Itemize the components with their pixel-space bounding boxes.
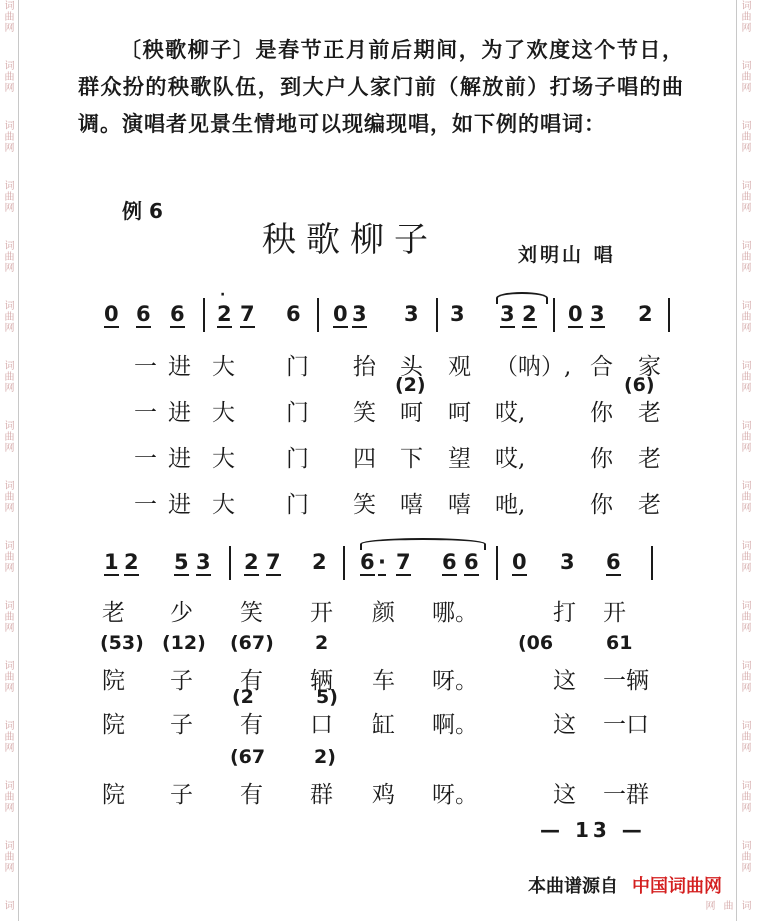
watermark-left bbox=[2, 0, 16, 921]
watermark-text: 词曲网 bbox=[739, 360, 750, 393]
lyric-syllable: 一 bbox=[134, 354, 157, 380]
lyric-syllable: 这 bbox=[553, 712, 576, 738]
watermark-text: 词曲网 bbox=[2, 540, 13, 573]
lyric-syllable: 老 bbox=[638, 492, 661, 518]
watermark-text: 词曲网 bbox=[2, 720, 13, 753]
note: 2 bbox=[638, 302, 653, 326]
variant-note: (67) bbox=[230, 632, 274, 654]
watermark-text: 词曲网 bbox=[739, 840, 750, 873]
watermark-text: 词曲网 bbox=[2, 180, 13, 213]
lyric-syllable: 院 bbox=[102, 782, 125, 808]
lyric-syllable: 呵 bbox=[448, 400, 471, 426]
note: 6 bbox=[464, 550, 479, 574]
barline bbox=[317, 298, 319, 332]
note: 2 bbox=[124, 550, 139, 574]
lyric-syllable: 哎, bbox=[495, 400, 526, 426]
variant-note: (06 bbox=[518, 632, 554, 654]
lyric-syllable: 观 bbox=[448, 354, 471, 380]
note: 3 bbox=[560, 550, 575, 574]
song-title: 秧歌柳子 bbox=[262, 220, 438, 260]
lyric-syllable: 吔, bbox=[495, 492, 526, 518]
watermark-text: 词曲网 bbox=[739, 300, 750, 333]
lyric-syllable: 有 bbox=[240, 668, 263, 694]
lyric-syllable: 这 bbox=[553, 782, 576, 808]
lyric-syllable: 哎, bbox=[495, 446, 526, 472]
lyric-syllable: 开 bbox=[310, 600, 333, 626]
right-border bbox=[736, 0, 737, 921]
barline bbox=[553, 298, 555, 332]
note: 7 bbox=[266, 550, 281, 574]
watermark-text: 词曲网 bbox=[739, 540, 750, 573]
watermark-text: 词曲网 bbox=[739, 120, 750, 153]
lyric-syllable: 你 bbox=[590, 492, 613, 518]
lyric-syllable: 一口 bbox=[603, 712, 649, 738]
lyric-syllable: 老 bbox=[102, 600, 125, 626]
intro-paragraph: 〔秧歌柳子〕是春节正月前后期间，为了欢度这个节日，群众扮的秧歌队伍，到大户人家门前（解放前）打场子唱的曲调。演唱者见景生情地可以现编现唱，如下例的唱词： bbox=[78, 38, 684, 136]
lyric-syllable: 一 bbox=[134, 492, 157, 518]
lyric-syllable: 笑 bbox=[240, 600, 263, 626]
note: 2 bbox=[217, 302, 232, 326]
lyric-syllable: 一 bbox=[134, 400, 157, 426]
watermark-text: 词曲网 bbox=[2, 240, 13, 273]
lyric-syllable: 门 bbox=[286, 492, 309, 518]
lyric-syllable: 一辆 bbox=[603, 668, 649, 694]
lyric-syllable: 院 bbox=[102, 712, 125, 738]
watermark-text: 词曲网 bbox=[739, 600, 750, 633]
lyric-syllable: 进 bbox=[168, 354, 191, 380]
variant-note: (67 bbox=[230, 746, 266, 768]
lyric-syllable: 呵 bbox=[400, 400, 423, 426]
lyric-syllable: 子 bbox=[170, 712, 193, 738]
watermark-text: 词曲网 bbox=[739, 0, 750, 33]
lyric-syllable: 鸡 bbox=[372, 782, 395, 808]
watermark-text: 词曲网 bbox=[2, 360, 13, 393]
watermark-text: 词曲网 bbox=[739, 720, 750, 753]
note: 3 bbox=[590, 302, 605, 326]
lyric-syllable: 你 bbox=[590, 400, 613, 426]
barline bbox=[343, 546, 345, 580]
watermark-text: 词曲网 bbox=[2, 840, 13, 873]
lyric-syllable: 辆 bbox=[310, 668, 333, 694]
lyric-syllable: 进 bbox=[168, 492, 191, 518]
watermark-text: 词曲网 bbox=[739, 240, 750, 273]
note: 6 bbox=[606, 550, 621, 574]
lyric-syllable: 大 bbox=[212, 446, 235, 472]
lyric-syllable: 这 bbox=[553, 668, 576, 694]
note: 0 bbox=[512, 550, 527, 574]
note: · bbox=[378, 550, 386, 574]
watermark-text: 词曲网 bbox=[739, 780, 750, 813]
note: 0 bbox=[104, 302, 119, 326]
lyric-syllable: 口 bbox=[310, 712, 333, 738]
lyric-syllable: 子 bbox=[170, 782, 193, 808]
variant-note: (53) bbox=[100, 632, 144, 654]
watermark-text: 词曲网 bbox=[2, 660, 13, 693]
watermark-text: 词曲网 bbox=[2, 780, 13, 813]
lyric-syllable: 有 bbox=[240, 712, 263, 738]
lyric-syllable: 少 bbox=[170, 600, 193, 626]
watermark-text: 词曲网 bbox=[739, 480, 750, 513]
lyric-syllable: 门 bbox=[286, 354, 309, 380]
note: 1 bbox=[104, 550, 119, 574]
note: 3 bbox=[404, 302, 419, 326]
lyric-syllable: 啊。 bbox=[432, 712, 478, 738]
variant-note: (12) bbox=[162, 632, 206, 654]
barline bbox=[203, 298, 205, 332]
note: 6 bbox=[286, 302, 301, 326]
lyric-syllable: 你 bbox=[590, 446, 613, 472]
note: 6 bbox=[442, 550, 457, 574]
lyric-syllable: 进 bbox=[168, 400, 191, 426]
left-border bbox=[18, 0, 19, 921]
lyric-syllable: 车 bbox=[372, 668, 395, 694]
lyric-syllable: 哪。 bbox=[432, 600, 478, 626]
lyric-syllable: 开 bbox=[603, 600, 626, 626]
note: 6 bbox=[360, 550, 375, 574]
note: 7 bbox=[240, 302, 255, 326]
watermark-text: 词曲网 bbox=[739, 60, 750, 93]
barline bbox=[229, 546, 231, 580]
variant-note: 5) bbox=[316, 686, 338, 708]
lyric-syllable: 大 bbox=[212, 354, 235, 380]
lyric-syllable: 门 bbox=[286, 400, 309, 426]
lyric-syllable: 家 bbox=[638, 354, 661, 380]
watermark-text: 词 bbox=[2, 900, 13, 911]
lyric-syllable: 老 bbox=[638, 446, 661, 472]
watermark-text: 词曲网 bbox=[2, 0, 13, 33]
note: 3 bbox=[500, 302, 515, 326]
lyric-syllable: 子 bbox=[170, 668, 193, 694]
watermark-right bbox=[703, 0, 753, 921]
note: 2 bbox=[522, 302, 537, 326]
watermark-text: 词曲网 bbox=[703, 900, 750, 911]
footer-site: 中国词曲网 bbox=[632, 876, 722, 897]
note: 6 bbox=[136, 302, 151, 326]
watermark-text: 词曲网 bbox=[739, 660, 750, 693]
lyric-syllable: 四 bbox=[353, 446, 376, 472]
variant-note: 61 bbox=[606, 632, 633, 654]
lyric-syllable: 呀。 bbox=[432, 782, 478, 808]
lyric-syllable: 呀。 bbox=[432, 668, 478, 694]
lyric-syllable: 院 bbox=[102, 668, 125, 694]
variant-note: (2) bbox=[395, 374, 426, 396]
lyric-syllable: 嘻 bbox=[400, 492, 423, 518]
watermark-text: 词曲网 bbox=[2, 480, 13, 513]
lyric-syllable: 打 bbox=[553, 600, 576, 626]
lyric-syllable: 抬 bbox=[353, 354, 376, 380]
barline bbox=[496, 546, 498, 580]
lyric-syllable: 一群 bbox=[603, 782, 649, 808]
variant-note: 2) bbox=[314, 746, 336, 768]
note: 6 bbox=[170, 302, 185, 326]
variant-note: 2 bbox=[315, 632, 329, 654]
watermark-text: 词曲网 bbox=[2, 300, 13, 333]
note: 0 bbox=[568, 302, 583, 326]
footer-credit bbox=[528, 872, 722, 898]
note: 7 bbox=[396, 550, 411, 574]
octave-dot: · bbox=[220, 287, 226, 303]
note: 3 bbox=[352, 302, 367, 326]
lyric-syllable: 有 bbox=[240, 782, 263, 808]
barline bbox=[436, 298, 438, 332]
note: 5 bbox=[174, 550, 189, 574]
note: 2 bbox=[312, 550, 327, 574]
example-label: 例 6 bbox=[122, 199, 163, 223]
lyric-syllable: 合 bbox=[590, 354, 613, 380]
lyric-syllable: 缸 bbox=[372, 712, 395, 738]
watermark-text: 词曲网 bbox=[739, 180, 750, 213]
lyric-syllable: 笑 bbox=[353, 400, 376, 426]
watermark-text: 词曲网 bbox=[2, 420, 13, 453]
lyric-syllable: 门 bbox=[286, 446, 309, 472]
lyric-syllable: （呐）, bbox=[495, 354, 572, 380]
watermark-text: 词曲网 bbox=[739, 420, 750, 453]
watermark-text: 词曲网 bbox=[2, 120, 13, 153]
variant-note: (2 bbox=[232, 686, 254, 708]
lyric-syllable: 大 bbox=[212, 400, 235, 426]
note: 3 bbox=[196, 550, 211, 574]
lyric-syllable: 老 bbox=[638, 400, 661, 426]
watermark-text: 词曲网 bbox=[2, 60, 13, 93]
lyric-syllable: 进 bbox=[168, 446, 191, 472]
barline bbox=[668, 298, 670, 332]
watermark-text: 词曲网 bbox=[2, 600, 13, 633]
note: 3 bbox=[450, 302, 465, 326]
lyric-syllable: 大 bbox=[212, 492, 235, 518]
note: 2 bbox=[244, 550, 259, 574]
score-line-1 bbox=[0, 287, 759, 336]
barline bbox=[651, 546, 653, 580]
lyric-syllable: 下 bbox=[400, 446, 423, 472]
lyric-syllable: 笑 bbox=[353, 492, 376, 518]
lyric-syllable: 嘻 bbox=[448, 492, 471, 518]
note: 0 bbox=[333, 302, 348, 326]
lyric-syllable: 群 bbox=[310, 782, 333, 808]
score-line-2 bbox=[0, 544, 759, 584]
lyric-syllable: 望 bbox=[448, 446, 471, 472]
slur bbox=[360, 538, 486, 550]
lyric-syllable: 一 bbox=[134, 446, 157, 472]
footer-source: 本曲谱源自 bbox=[528, 876, 618, 897]
variant-note: (6) bbox=[624, 374, 655, 396]
singer-credit: 刘明山 唱 bbox=[518, 244, 616, 266]
page-number: — 13 — bbox=[540, 818, 646, 842]
lyric-syllable: 头 bbox=[400, 354, 423, 380]
lyric-syllable: 颜 bbox=[372, 600, 395, 626]
